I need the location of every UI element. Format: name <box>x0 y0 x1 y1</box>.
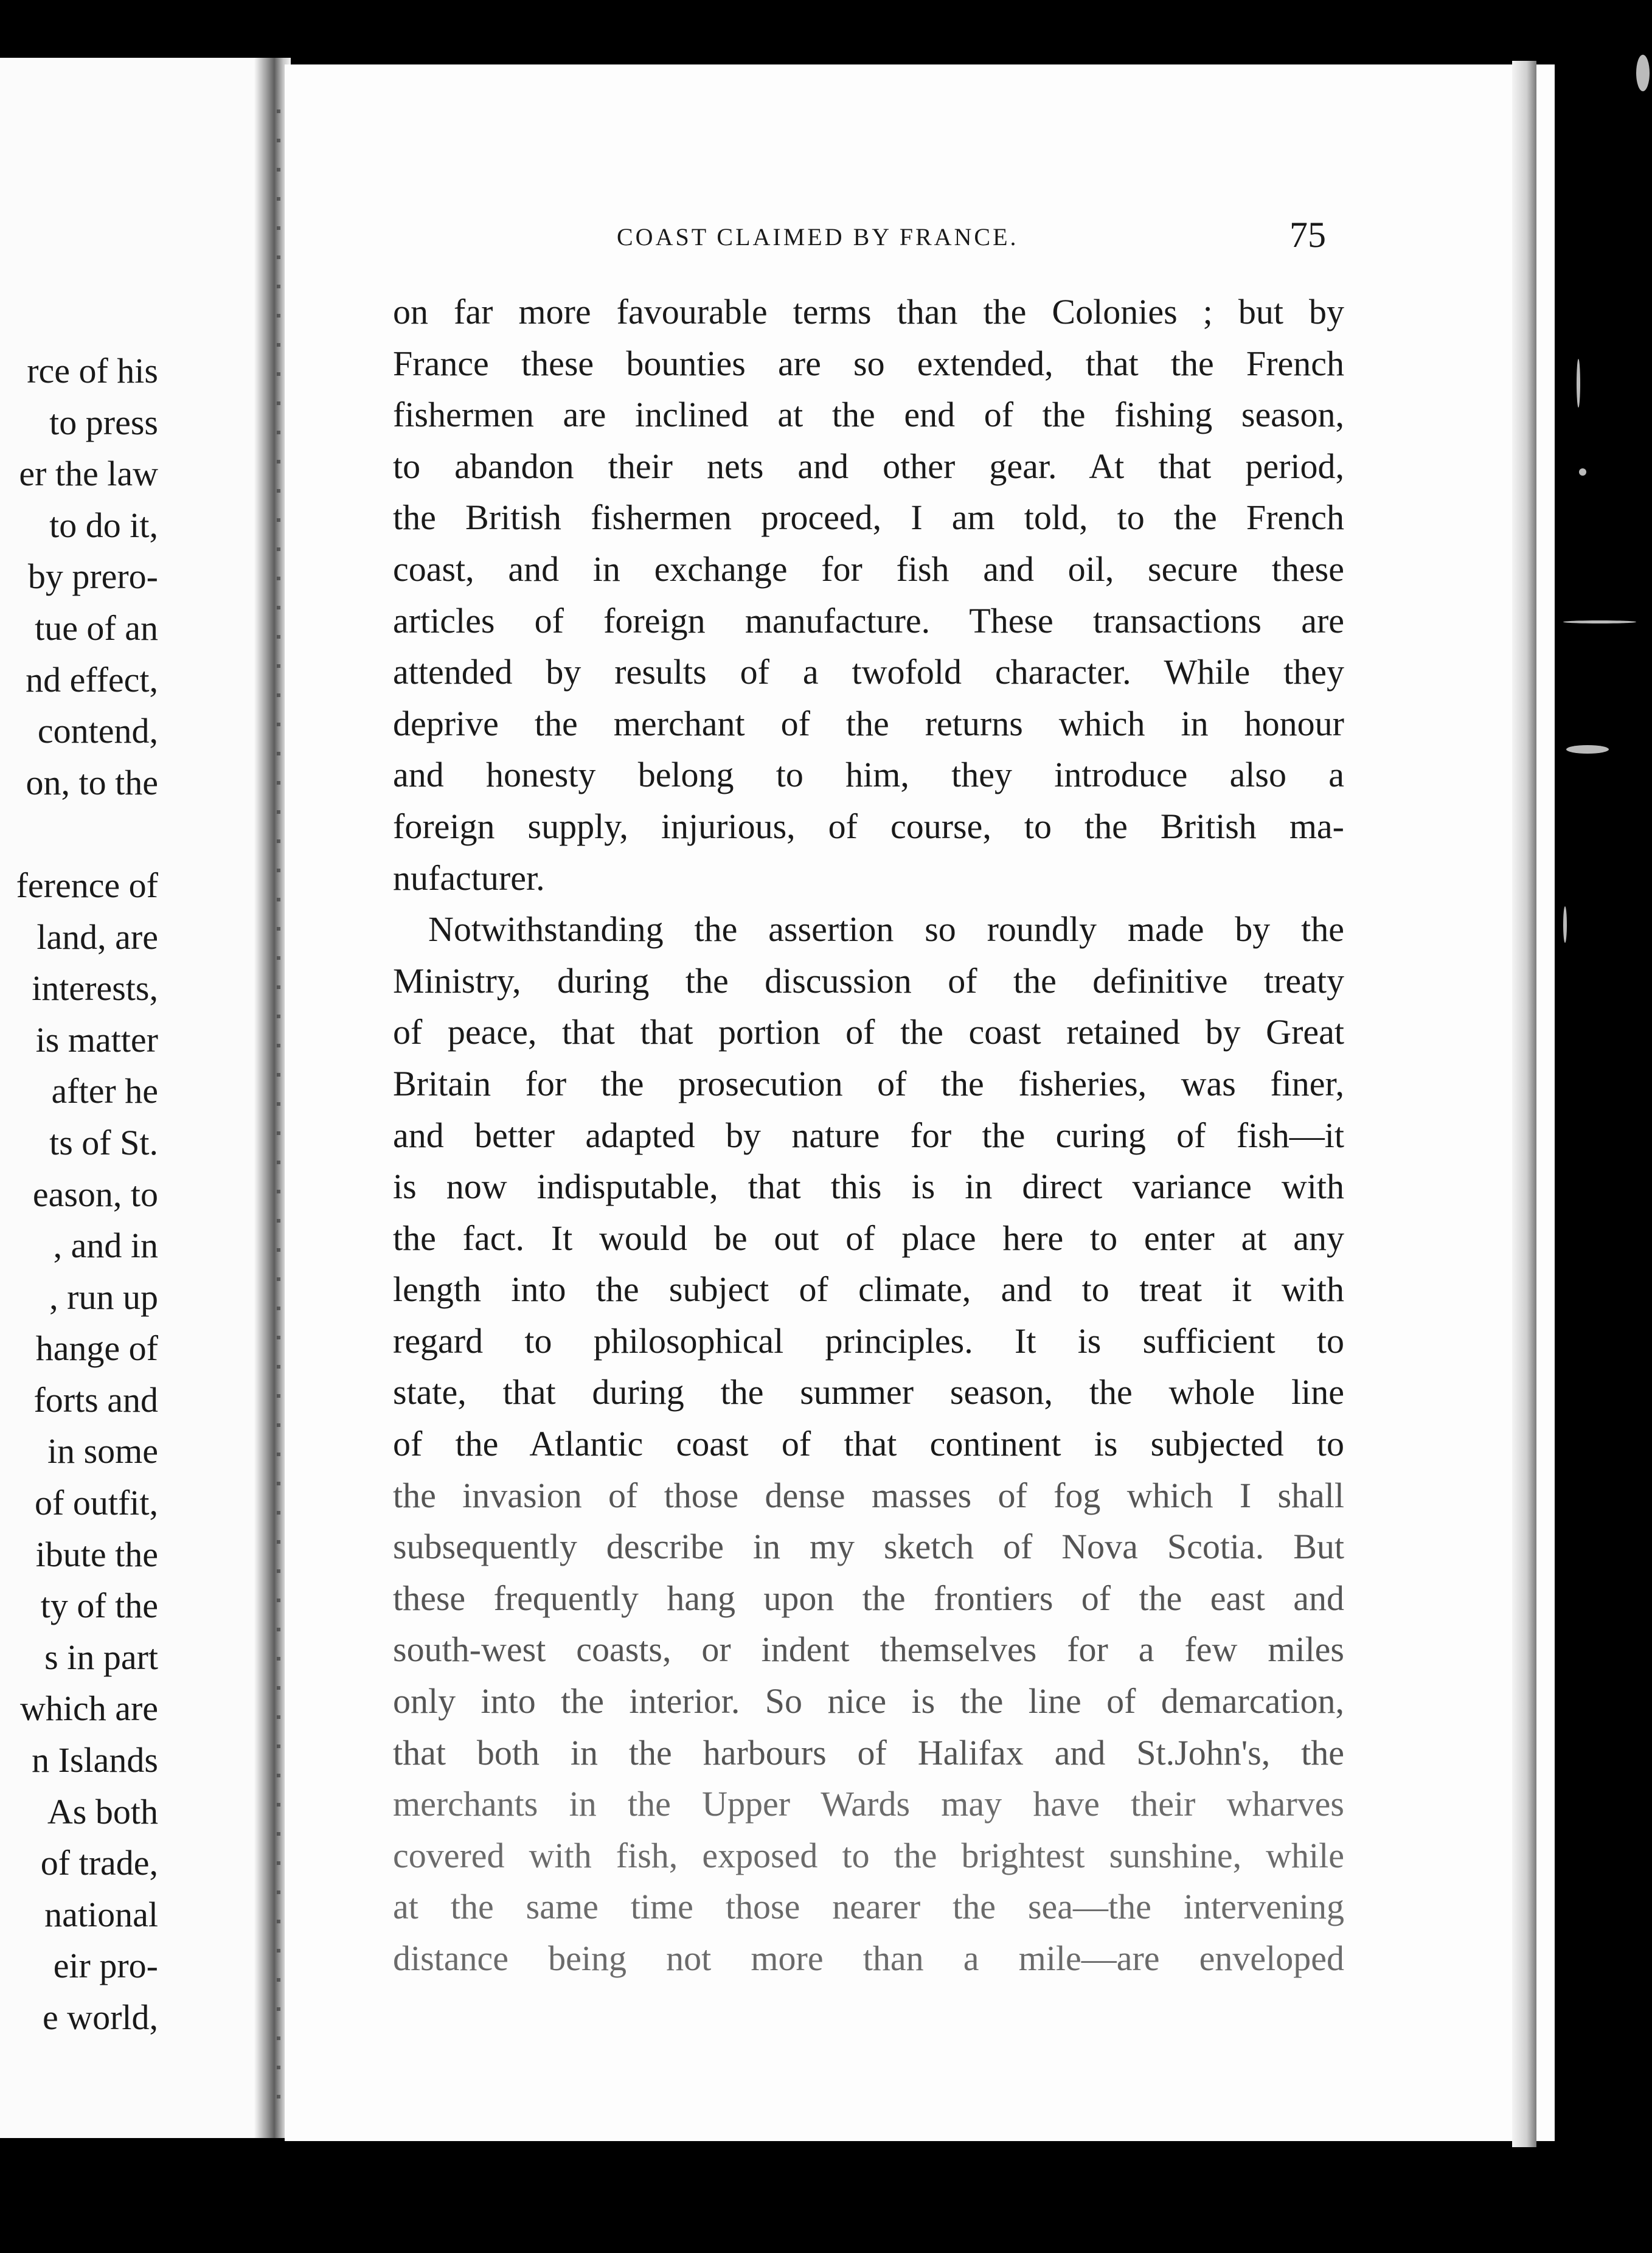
text-line: fishermen are inclined at the end of the fishing season, <box>393 395 1344 435</box>
text-line: nufacturer. <box>393 858 545 898</box>
left-page-text <box>0 345 158 2044</box>
text-line: deprive the merchant of the returns which in honour <box>393 703 1344 743</box>
left-line: in some <box>47 1431 158 1471</box>
text-line: and better adapted by nature for the curing of fish—it <box>393 1115 1344 1155</box>
text-line: on far more favourable terms than the Colonies ; but by <box>393 292 1344 332</box>
left-line: , and in <box>53 1226 158 1266</box>
text-line: subsequently describe in my sketch of Nova Scotia. But <box>393 1527 1344 1567</box>
text-line: south-west coasts, or indent themselves for a few miles <box>393 1630 1344 1670</box>
text-line: state, that during the summer season, the whole line <box>393 1372 1344 1412</box>
text-line: to abandon their nets and other gear. At that period, <box>393 446 1344 486</box>
left-line: eir pro- <box>53 1946 158 1986</box>
left-line: of trade, <box>40 1843 158 1883</box>
scan-speck <box>1636 55 1650 91</box>
running-head: COAST CLAIMED BY FRANCE. <box>617 223 1019 251</box>
scan-speck <box>1563 906 1567 943</box>
page-edge-shadow <box>1512 61 1536 2147</box>
scan-speck <box>1566 745 1609 754</box>
left-line: forts and <box>33 1380 158 1420</box>
body-text <box>393 286 1344 1985</box>
text-line: articles of foreign manufacture. These transactions are <box>393 600 1344 640</box>
text-line: Ministry, during the discussion of the definitive treaty <box>393 960 1344 1001</box>
left-line: is matter <box>35 1019 158 1060</box>
left-line: n Islands <box>32 1740 158 1780</box>
text-line: length into the subject of climate, and to treat it with <box>393 1269 1344 1310</box>
left-line: which are <box>19 1689 158 1729</box>
left-line: ibute the <box>35 1534 158 1574</box>
text-line: Notwithstanding the assertion so roundly made by the <box>428 909 1344 949</box>
text-line: foreign supply, injurious, of course, to the British ma- <box>393 806 1344 846</box>
left-line: after he <box>51 1071 158 1111</box>
text-line: of peace, that that portion of the coast retained by Great <box>393 1012 1344 1052</box>
left-line: interests, <box>32 968 158 1008</box>
left-line: of outfit, <box>35 1483 158 1523</box>
text-line: and honesty belong to him, they introduce also a <box>393 755 1344 795</box>
text-line: covered with fish, exposed to the brightest sunshine, while <box>393 1835 1344 1875</box>
text-line: regard to philosophical principles. It is sufficient to <box>393 1321 1344 1361</box>
gutter-stitching <box>277 109 280 2117</box>
left-line: nd effect, <box>26 659 158 700</box>
text-line: attended by results of a twofold character. While they <box>393 652 1344 692</box>
left-line: contend, <box>37 711 158 751</box>
text-line: that both in the harbours of Halifax and St.John's, the <box>393 1732 1344 1772</box>
text-line: the fact. It would be out of place here to enter at any <box>393 1218 1344 1258</box>
left-line: to press <box>49 402 158 442</box>
left-line: e world, <box>42 1998 158 2037</box>
left-paragraph-gap <box>0 808 158 860</box>
text-line: at the same time those nearer the sea—the intervening <box>393 1887 1344 1927</box>
left-line: by prero- <box>27 557 158 597</box>
left-line: on, to the <box>26 762 158 802</box>
left-line: national <box>44 1894 158 1934</box>
text-line: the invasion of those dense masses of fog which I shall <box>393 1475 1344 1515</box>
scan-speck <box>1577 359 1580 408</box>
text-line: of the Atlantic coast of that continent is subjected to <box>393 1424 1344 1464</box>
left-line: rce of his <box>27 351 158 391</box>
left-line: ts of St. <box>49 1122 158 1162</box>
scan-speck <box>1563 620 1636 623</box>
left-line: land, are <box>36 917 158 957</box>
page-number: 75 <box>1289 215 1326 255</box>
left-line: ty of the <box>40 1586 158 1626</box>
text-line: the British fishermen proceed, I am told, to the French <box>393 498 1344 538</box>
left-line: , run up <box>49 1277 158 1317</box>
text-line: only into the interior. So nice is the line of demarcation, <box>393 1681 1344 1721</box>
left-line: hange of <box>35 1328 158 1369</box>
left-line: to do it, <box>49 505 158 545</box>
left-line: ference of <box>16 865 158 905</box>
text-line: France these bounties are so extended, that the French <box>393 343 1344 383</box>
left-line: er the law <box>19 454 158 494</box>
text-line: coast, and in exchange for fish and oil, secure these <box>393 549 1344 589</box>
text-line: merchants in the Upper Wards may have their wharves <box>393 1784 1344 1824</box>
left-line: s in part <box>44 1637 158 1677</box>
left-line: eason, to <box>32 1174 158 1214</box>
scan-speck <box>1579 468 1586 476</box>
text-line: Britain for the prosecution of the fisheries, was finer, <box>393 1063 1344 1103</box>
left-page <box>0 58 274 2138</box>
text-line: is now indisputable, that this is in direct variance with <box>393 1167 1344 1207</box>
left-line: tue of an <box>35 608 158 648</box>
left-line: As both <box>47 1791 158 1831</box>
text-line: these frequently hang upon the frontiers of the east and <box>393 1578 1344 1618</box>
text-line: distance being not more than a mile—are enveloped <box>393 1939 1344 1978</box>
